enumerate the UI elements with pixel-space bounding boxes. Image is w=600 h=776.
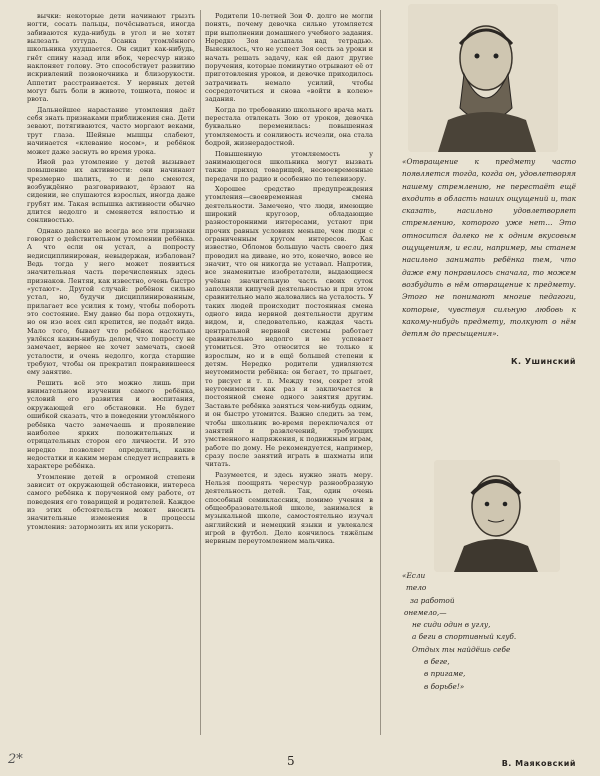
engraving-portrait-icon [434, 460, 560, 572]
poem-line: а беги в спортивный клуб. [412, 632, 517, 642]
paragraph: Родители 10-летней Зои Ф. долго не могли понять, почему девочка сильно утомляется при выполнении домашнего учебного задания. Нередко Зоя засыпала над тетрадью. Выяснилось, что не успеет Зоя сесть за уроки и начать решать задачу, как ей дают другие поручения, которые поминутно отрывают её от приготовления уроков, и девочке приходилось затрачивать немало усилий, чтобы сосредоточиться и снова «войти в колею» задания. [205, 12, 374, 104]
poem-line: не сиди один в углу, [412, 620, 491, 630]
paragraph: Решить всё это можно лишь при внимательном изучении самого ребёнка, условий его развития и воспитания, окружающей его обстановки. Не будет ошибкой сказать, что в поведении утомлённого ребёнка часто замечаешь и проявление наиболее ярких положительных и отрицательных сторон его личности. И это нередко позволяет определить, какие недостатки и каким мерам следует исправить в характере ребёнка. [27, 378, 195, 471]
paragraph: Иной раз утомление у детей вызывает повышение их активности: они начинают чрезмерно шалить, то и дело смеются, возбуждённо разговаривают, ёрзают на сидении, не слушаются взрослых, иногда даже грубят им. Такая вспышка активности обычно длится недолго и сменяется вялостью и сонливостью. [27, 157, 195, 225]
paragraph: вычки: некоторые дети начинают грызть ногти, сосать пальцы, почёсываться, иногда забиваются куда-нибудь в угол и не хотят вылезать оттуда. Осанка утомлённого школьника ухудшается. Он сидит как-нибудь, гнёт спину назад или вбок, чересчур низко наклоняет голову. Это способствует развитию искривлений позвоночника и близорукости. Аппетит расстраивается. У нервных детей могут быть боли в животе, тошнота, понос и рвота. [27, 12, 195, 104]
author-mayakovsky: В. Маяковский [501, 759, 576, 768]
poem-line: в борьбе!» [424, 681, 465, 691]
poem-line: в беге, [424, 657, 450, 667]
poem-line: «Если [402, 571, 426, 580]
sidebar-column [388, 4, 578, 776]
column-divider [380, 10, 381, 735]
paragraph: Утомление детей в огромной степени зависит от окружающей обстановки, интереса самого ребёнка к порученной ему работе, от поведения его товарищей и родителей. Каждое из этих обстоятельств может вносить значительные изменения в процессы утомления: затормозить их или ускорить. [27, 472, 195, 531]
signature-mark: 2* [8, 752, 23, 767]
author-ushinsky: К. Ушинский [510, 357, 576, 366]
poem-line: Отдых ты найдёшь себе [412, 644, 511, 654]
poem-line: тело [406, 583, 427, 593]
paragraph: Дальнейшее нарастание утомления даёт себя знать признаками приближения сна. Дети зевают, потягиваются, часто моргают веками, трут глаза. Шейные мышцы слабеют, начинается «клевание носом», и ребёнок может даже заснуть во время урока. [27, 105, 195, 156]
quote-mayakovsky [402, 570, 576, 693]
text-column-2 [205, 12, 373, 548]
poem-line: за работой [410, 595, 455, 605]
portrait-ushinsky [408, 4, 558, 152]
text-column-1 [27, 12, 195, 533]
quote-ushinsky: «Отвращение к предмету часто появляется тогда, когда он, удовлетворяя нашему стремлению, не перестаёт ещё входить в область наших ощущений и, так сказать, насильно удовлетворяет стремлению, которого уже нет… Это относится далеко не к одним вкусовым ощущениям, и если, например, мы станем насильно занимать ребёнка тем, что даже ему понравилось сначала, то можем возбудить в нём отвращение к предмету. Этого не понимают многие педагоги, которые, чувствуя сильную любовь к какому-нибудь предмету, толкуют о нём детям до пресыщения». [402, 157, 576, 339]
poem-line: онемело,— [404, 607, 447, 617]
column-divider [200, 10, 201, 735]
paragraph: Однако далеко не всегда все эти признаки говорят о действительном утомлении ребёнка. А что если он устал, а попросту недисциплинирован, невыдержан, избалован? Ведь тогда у него может появиться значительная часть перечисленных здесь признаков. Лентяи, как известно, очень быстро «устают». Другой случай: ребёнок сильно устал, но, будучи дисциплинированным, прилагает все усилия к тому, чтобы побороть это состояние. Ему давно бы пора отдохнуть, но он изо всех сил крепится, не подаёт вида. Мало того, бывает что ребёнок настолько увлёкся каким-нибудь делом, что попросту не замечает, вернее не хочет замечать, своей усталости, и очень недолго, когда старшие требуют, чтобы он прекратил понравившееся ему занятие. [27, 226, 195, 377]
poem-line: в пригаме, [424, 669, 466, 679]
paragraph: Когда по требованию школьного врача мать перестала отвлекать Зою от уроков, девочка буквально переменилась: повышенная утомляемость и сонливость исчезли, она стала бодрой, жизнерадостной. [205, 105, 373, 148]
paragraph: Повышенную утомляемость у занимающегося школьника могут вызвать также приход товарищей, несвоевременные передачи по радио и особенно по телевизору. [205, 149, 373, 183]
portrait-mayakovsky [434, 460, 560, 572]
paragraph: Разумеется, и здесь нужно знать меру. Нельзя поощрять чересчур разнообразную деятельность детей. Так, один очень способный семиклассник, помимо учения в общеобразовательной школе, занимался в музыкальной школе, самостоятельно изучал английский и немецкий языки и увлекался игрой в футбол. Дело кончилось тяжёлым нервным переутомлением мальчика. [205, 470, 373, 546]
engraving-portrait-icon [408, 4, 558, 152]
page-number: 5 [287, 754, 295, 768]
paragraph: Хорошее средство предупреждения утомления—своевременная смена деятельности. Замечено, что люди, имеющие широкий кругозор, обладающие разносторонними интересами, устают при прочих равных условиях меньше, чем люди с ограниченным кругом интересов. Как известно, Обломов большую часть своего дня проводил на диване, но это, конечно, вовсе не значит, что он никогда не уставал. Напротив, все знаменитые изобретатели, выдающиеся учёные значительную часть своих суток заполняли кипучей деятельностью и при этом сравнительно мало жаловались на усталость. У таких людей происходит постоянная смена одного вида нервной деятельности другим видом, и, следовательно, каждая часть центральной нервной системы работает сравнительно недолго и не успевает утомиться. Это относится не только к взрослым, но и в ещё большей степени к детям. Нередко родители удивляются неутомимости ребёнка: он бегает, то прыгает, то рисует и т. п. Между тем, секрет этой неутомимости как раз и заключается в постоянной смене одного занятия другим. Заставьте ребёнка заняться чем-нибудь одним, и он быстро утомится. Важно следить за тем, чтобы школьник во-время переключался от занятий и развлечений, требующих умственного напряжения, к подвижным играм, работе по дому. Не рекомендуется, например, сразу после занятий играть в шахматы или читать. [205, 184, 373, 469]
